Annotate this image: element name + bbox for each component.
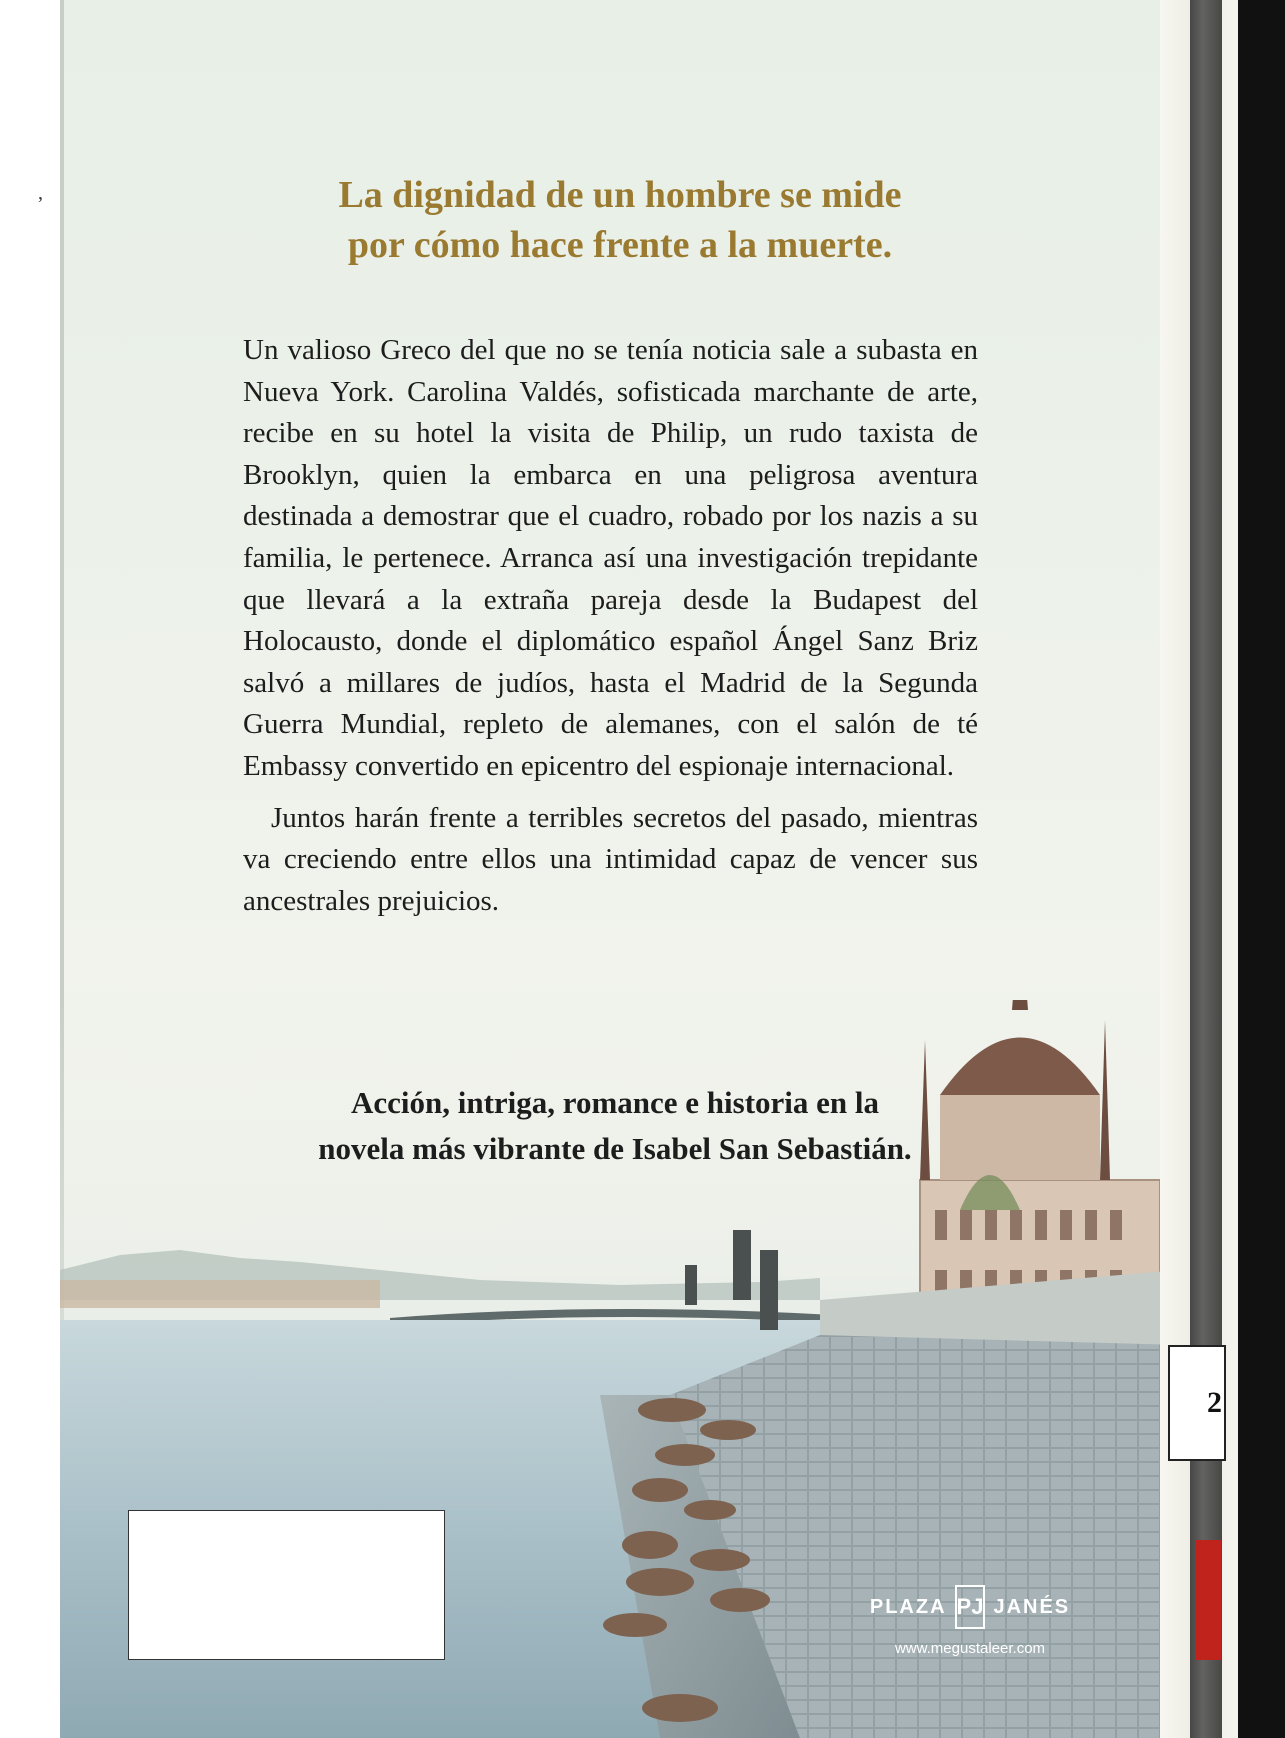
- spine-red-mark: [1195, 1540, 1221, 1660]
- page-mark: ,: [38, 182, 43, 204]
- tagline-line: por cómo hace frente a la muerte.: [347, 224, 893, 266]
- closing-statement: [255, 1080, 975, 1172]
- tagline-line: La dignidad de un hombre se mide: [338, 174, 902, 216]
- publisher-website: www.megustaleer.com: [894, 1640, 1046, 1657]
- spine-edge: [1238, 0, 1285, 1738]
- closing-line: novela más vibrante de Isabel San Sebastián.: [318, 1131, 912, 1166]
- publisher-logo: [870, 1584, 1070, 1630]
- tagline: [240, 170, 1000, 270]
- publisher-mark-icon: PJ: [955, 1585, 986, 1629]
- publisher-name-right: JANÉS: [993, 1595, 1071, 1618]
- synopsis: [243, 330, 978, 922]
- spine-band: [1190, 0, 1222, 1738]
- closing-line: Acción, intriga, romance e historia en la: [350, 1085, 880, 1120]
- synopsis-paragraph: Un valioso Greco del que no se tenía noticia sale a subasta en Nueva York. Carolina Valdés, sofisticada marchante de arte, recibe en su hotel la visita de Philip, un rudo taxista de Brooklyn, quien la embarca en una peligrosa aventura destinada a demostrar que el cuadro, robado por los nazis a su familia, le pertenece. Arranca así una investigación trepidante que llevará a la extraña pareja desde la Budapest del Holocausto, donde el diplomático español Ángel Sanz Briz salvó a millares de judíos, hasta el Madrid de la Segunda Guerra Mundial, repleto de alemanes, con el salón de té Embassy convertido en epicentro del espionaje internacional.: [243, 334, 978, 782]
- distant-buildings: [60, 1280, 380, 1308]
- publisher-name-left: PLAZA: [869, 1595, 947, 1618]
- barcode-area: [128, 1510, 445, 1660]
- library-label: 2: [1168, 1345, 1226, 1461]
- synopsis-paragraph: Juntos harán frente a terribles secretos del pasado, mientras va creciendo entre ellos una intimidad capaz de vencer sus ancestrales prejuicios.: [243, 801, 978, 917]
